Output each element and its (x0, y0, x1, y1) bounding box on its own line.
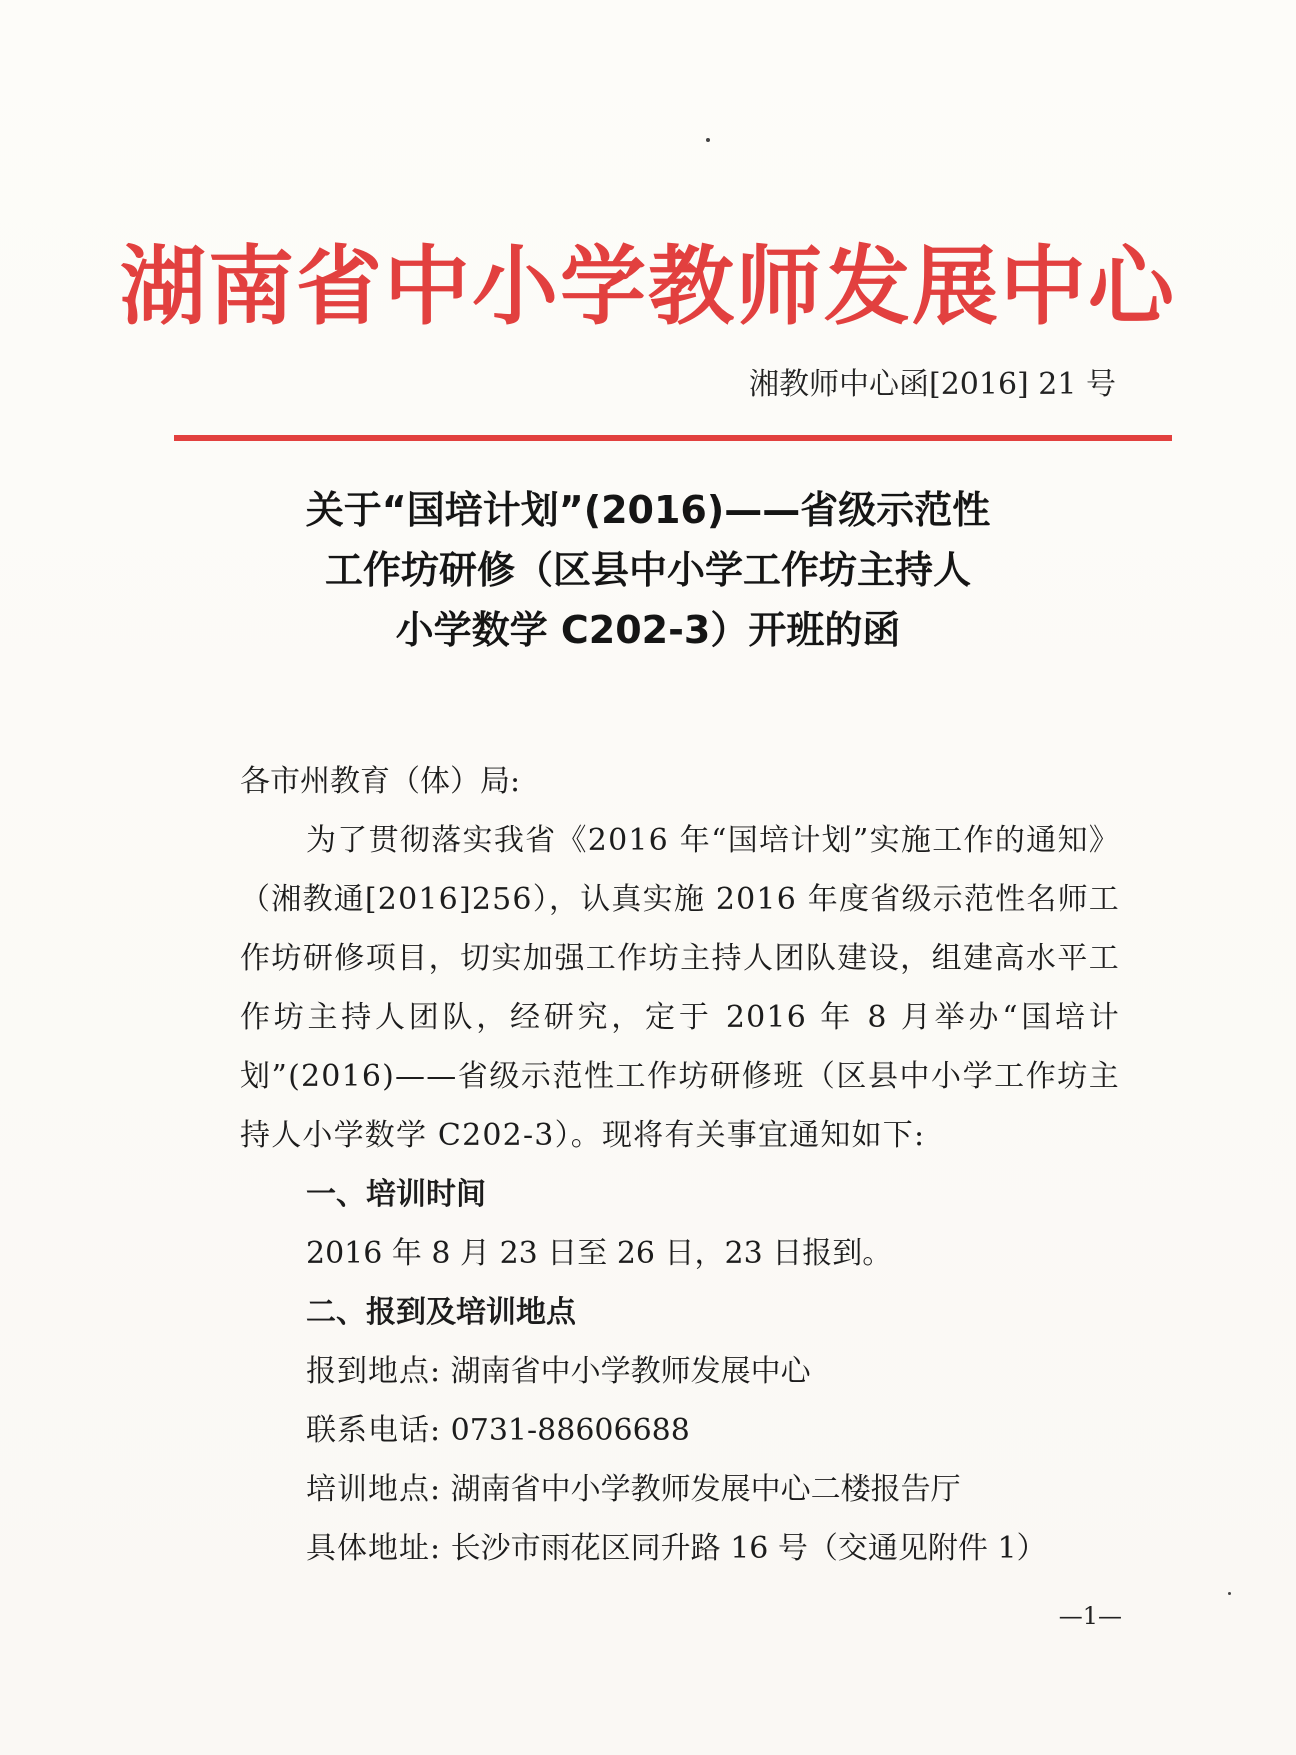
document-title (0, 480, 1296, 660)
issuing-organization-title: 湖南省中小学教师发展中心 (120, 237, 1176, 337)
document-number: 湘教师中心函[2016] 21 号 (748, 367, 1116, 402)
section-heading-training-time: 一、培训时间 (306, 1177, 486, 1212)
address-value: 长沙市雨花区同升路 16 号（交通见附件 1） (450, 1531, 1047, 1566)
address-line (240, 1519, 1120, 1578)
contact-phone-line (240, 1401, 1120, 1460)
salutation: 各市州教育（体）局: (240, 764, 521, 799)
address-label: 具体地址: (306, 1531, 442, 1566)
scan-speck (1228, 1592, 1231, 1595)
section-heading-location: 二、报到及培训地点 (306, 1295, 576, 1330)
document-title-line-1: 关于“国培计划”(2016)——省级示范性 (305, 488, 991, 532)
document-body (240, 752, 1120, 1578)
contact-phone-value: 0731-88606688 (450, 1413, 690, 1448)
training-time-text: 2016 年 8 月 23 日至 26 日，23 日报到。 (306, 1236, 893, 1271)
document-title-line-3: 小学数学 C202-3）开班的函 (395, 608, 901, 652)
registration-location-value: 湖南省中小学教师发展中心 (450, 1354, 811, 1389)
document-title-line-2: 工作坊研修（区县中小学工作坊主持人 (324, 548, 971, 592)
page-number: —1— (1058, 1602, 1122, 1630)
training-location-label: 培训地点: (306, 1472, 442, 1507)
red-divider-rule (174, 435, 1172, 441)
training-location-value: 湖南省中小学教师发展中心二楼报告厅 (450, 1472, 961, 1507)
contact-phone-label: 联系电话: (306, 1413, 442, 1448)
intro-paragraph: 为了贯彻落实我省《2016 年“国培计划”实施工作的通知》（湘教通[2016]256），认真实施 2016 年度省级示范性名师工作坊研修项目，切实加强工作坊主持人团队建设，组建高水平工作坊主持人团队，经研究，定于 2016 年 8 月举办“国培计划”(2016)——省级示范性工作坊研修班（区县中小学工作坊主持人小学数学 C202-3）。现将有关事宜通知如下: (240, 823, 1120, 1153)
training-location-line (240, 1460, 1120, 1519)
registration-location-label: 报到地点: (306, 1354, 442, 1389)
scan-speck (706, 138, 710, 142)
registration-location-line (240, 1342, 1120, 1401)
